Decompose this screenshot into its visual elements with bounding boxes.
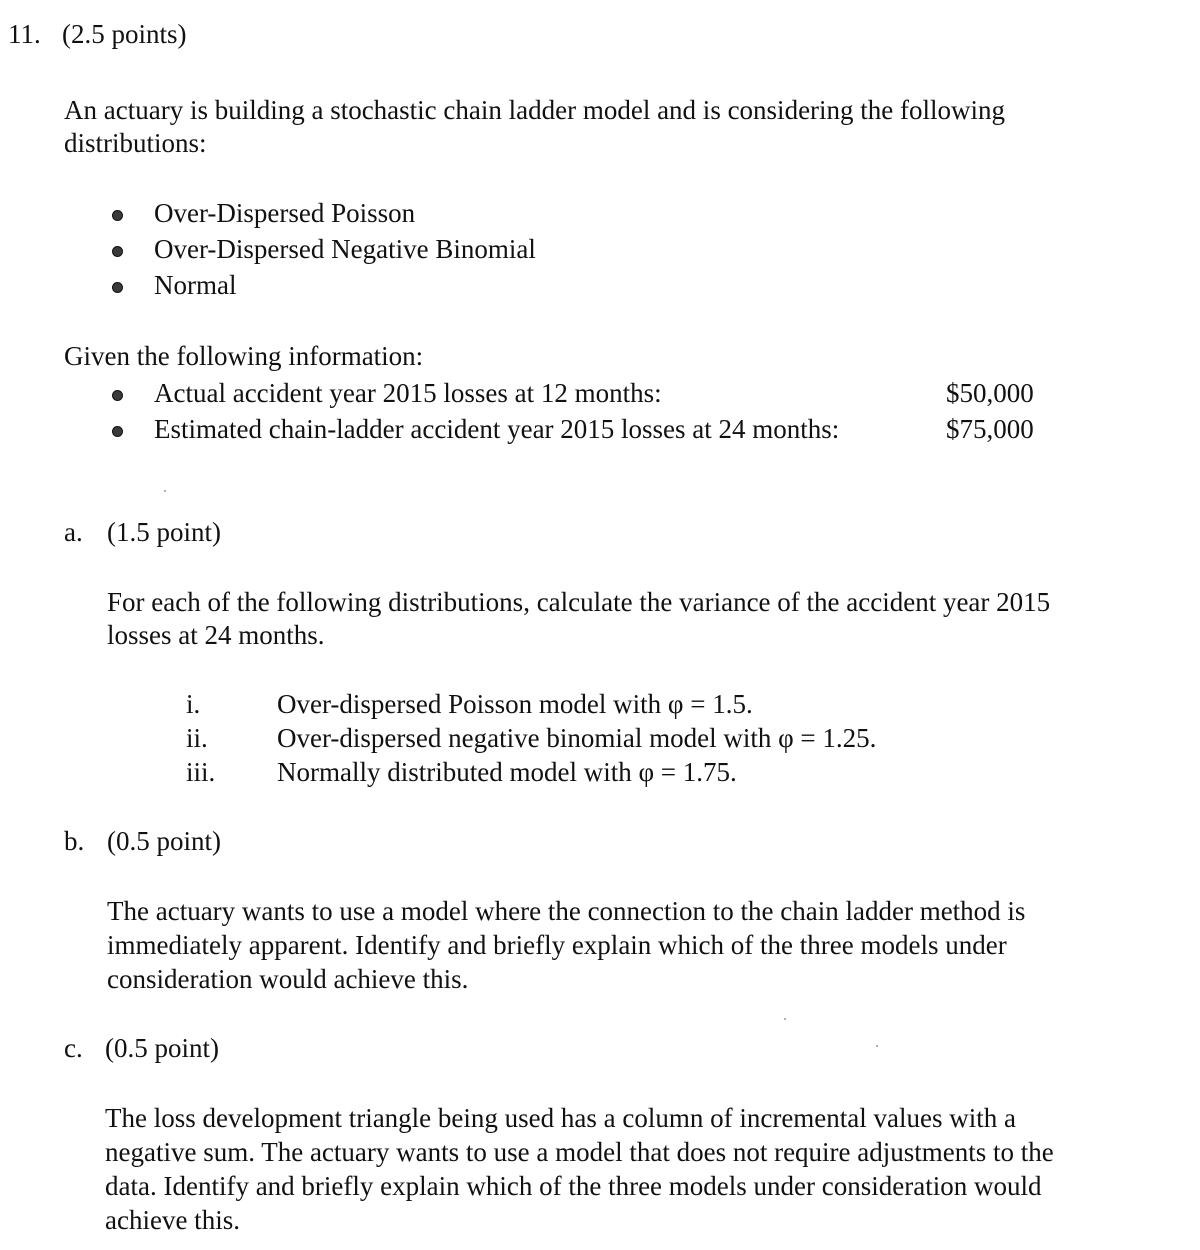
part-b-letter: b.: [64, 826, 85, 856]
part-c-text-line-4: achieve this.: [105, 1205, 240, 1235]
bullet-icon: [112, 282, 123, 293]
part-a-text-line-2: losses at 24 months.: [107, 620, 325, 650]
given-label: Actual accident year 2015 losses at 12 months:: [154, 378, 662, 408]
scan-speck: [876, 1045, 878, 1047]
part-c-text-line-1: The loss development triangle being used has a column of incremental values with a: [105, 1103, 1016, 1133]
given-label: Estimated chain-ladder accident year 2015 losses at 24 months:: [154, 414, 840, 444]
intro-text-line-1: An actuary is building a stochastic chain ladder model and is considering the following: [64, 95, 1006, 125]
distribution-item: Normal: [154, 270, 237, 300]
question-number: 11.: [8, 19, 41, 49]
bullet-icon: [112, 426, 123, 437]
given-heading: Given the following information:: [64, 341, 424, 371]
given-value: $50,000: [946, 378, 1034, 408]
part-c-text-line-3: data. Identify and briefly explain which of the three models under consideration would: [105, 1171, 1042, 1201]
bullet-icon: [112, 246, 123, 257]
bullet-icon: [112, 210, 123, 221]
intro-text-line-2: distributions:: [64, 128, 207, 158]
given-value: $75,000: [946, 414, 1034, 444]
item-text: Normally distributed model with φ = 1.75.: [277, 757, 737, 787]
part-c-text-line-2: negative sum. The actuary wants to use a model that does not require adjustments to the: [105, 1137, 1054, 1167]
scan-speck: [164, 490, 166, 492]
part-a-points: (1.5 point): [107, 517, 221, 547]
bullet-icon: [112, 390, 123, 401]
item-text: Over-dispersed Poisson model with φ = 1.5.: [277, 689, 753, 719]
part-c-letter: c.: [64, 1033, 83, 1063]
part-b-text-line-1: The actuary wants to use a model where the connection to the chain ladder method is: [107, 896, 1026, 926]
distribution-item: Over-Dispersed Negative Binomial: [154, 234, 536, 264]
part-b-points: (0.5 point): [107, 826, 221, 856]
part-a-text-line-1: For each of the following distributions, calculate the variance of the accident year 2015: [107, 587, 1051, 617]
part-a-letter: a.: [64, 517, 83, 547]
part-b-text-line-3: consideration would achieve this.: [107, 964, 469, 994]
item-numeral: iii.: [186, 757, 216, 787]
item-numeral: i.: [186, 689, 201, 719]
part-c-points: (0.5 point): [105, 1033, 219, 1063]
part-b-text-line-2: immediately apparent. Identify and briefly explain which of the three models under: [107, 930, 1007, 960]
scan-speck: [784, 1018, 786, 1020]
item-numeral: ii.: [186, 723, 208, 753]
question-points: (2.5 points): [62, 19, 187, 49]
distribution-item: Over-Dispersed Poisson: [154, 198, 416, 228]
item-text: Over-dispersed negative binomial model with φ = 1.25.: [277, 723, 877, 753]
